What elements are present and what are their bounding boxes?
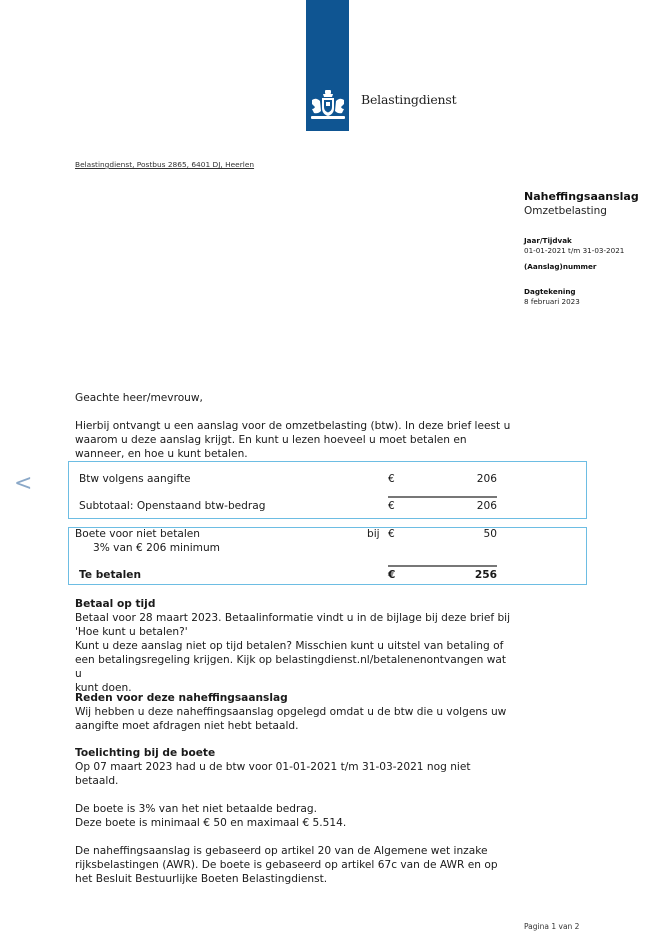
date-label: Dagtekening bbox=[524, 287, 576, 296]
currency-symbol: € bbox=[388, 473, 395, 485]
subtotal-label: Subtotaal: Openstaand btw-bedrag bbox=[79, 500, 266, 512]
section-heading: Toelichting bij de boete bbox=[75, 747, 216, 759]
section-line: Betaal voor 28 maart 2023. Betaalinformatie vindt u in de bijlage bij deze brief bij bbox=[75, 612, 511, 624]
penalty-label: Boete voor niet betalen bbox=[75, 528, 201, 540]
section-line: Op 07 maart 2023 had u de btw voor 01-01-2021 t/m 31-03-2021 nog niet bbox=[75, 761, 471, 773]
tax-type: Omzetbelasting bbox=[524, 205, 607, 217]
date-value: 8 februari 2023 bbox=[524, 297, 580, 306]
period-label: Jaar/Tijdvak bbox=[524, 236, 572, 245]
section-line: rijksbelastingen (AWR). De boete is gebaseerd op artikel 67c van de AWR en op bbox=[75, 859, 498, 871]
letter-metadata bbox=[524, 190, 649, 307]
intro-paragraph bbox=[75, 419, 515, 461]
organization-name: Belastingdienst bbox=[361, 92, 457, 107]
section-line: kunt doen. bbox=[75, 682, 132, 694]
sum-line bbox=[388, 496, 497, 498]
section-line: een betalingsregeling krijgen. Kijk op belastingdienst.nl/betalenenontvangen wat u bbox=[75, 654, 507, 680]
vat-declared-label: Btw volgens aangifte bbox=[79, 473, 191, 485]
section-line: aangifte moet afdragen niet hebt betaald. bbox=[75, 720, 299, 732]
assessment-number-label: (Aanslag)nummer bbox=[524, 262, 597, 271]
currency-symbol: € bbox=[388, 569, 396, 581]
penalty-sublabel: 3% van € 206 minimum bbox=[93, 542, 220, 554]
vat-declared-amount: 206 bbox=[476, 473, 497, 485]
intro-line: wanneer, en hoe u kunt betalen. bbox=[75, 448, 248, 460]
reason-section bbox=[75, 691, 515, 733]
document-type: Naheffingsaanslag bbox=[524, 190, 639, 203]
intro-line: waarom u deze aanslag krijgt. En kunt u lezen hoeveel u moet betalen en bbox=[75, 434, 467, 446]
section-line: Kunt u deze aanslag niet op tijd betalen? Misschien kunt u uitstel van betaling of bbox=[75, 640, 504, 652]
total-amount: 256 bbox=[474, 569, 497, 581]
coat-of-arms-icon bbox=[308, 88, 348, 124]
return-address: Belastingdienst, Postbus 2865, 6401 DJ, Heerlen bbox=[75, 160, 255, 169]
section-heading: Reden voor deze naheffingsaanslag bbox=[75, 692, 288, 704]
penalty-explanation-section bbox=[75, 746, 515, 886]
section-line: Wij hebben u deze naheffingsaanslag opgelegd omdat u de btw die u volgens uw bbox=[75, 706, 507, 718]
section-line: De naheffingsaanslag is gebaseerd op artikel 20 van de Algemene wet inzake bbox=[75, 845, 488, 857]
subtotal-amount: 206 bbox=[476, 500, 497, 512]
period-value: 01-01-2021 t/m 31-03-2021 bbox=[524, 246, 625, 255]
pay-on-time-section bbox=[75, 597, 515, 695]
section-heading: Betaal op tijd bbox=[75, 598, 156, 610]
section-line: het Besluit Bestuurlijke Boeten Belastingdienst. bbox=[75, 873, 328, 885]
back-arrow-icon[interactable]: < bbox=[14, 471, 33, 496]
salutation: Geachte heer/mevrouw, bbox=[75, 392, 203, 404]
sum-line bbox=[388, 565, 497, 567]
section-line: De boete is 3% van het niet betaalde bedrag. bbox=[75, 803, 317, 815]
total-label: Te betalen bbox=[79, 569, 142, 581]
currency-symbol: € bbox=[388, 500, 395, 512]
page-number: Pagina 1 van 2 bbox=[524, 922, 580, 931]
currency-symbol: € bbox=[388, 528, 395, 540]
section-line: 'Hoe kunt u betalen?' bbox=[75, 626, 188, 638]
intro-line: Hierbij ontvangt u een aanslag voor de omzetbelasting (btw). In deze brief leest u bbox=[75, 420, 511, 432]
penalty-prefix: bij bbox=[367, 528, 380, 540]
penalty-amount: 50 bbox=[483, 528, 497, 540]
section-line: Deze boete is minimaal € 50 en maximaal € 5.514. bbox=[75, 817, 347, 829]
section-line: betaald. bbox=[75, 775, 119, 787]
